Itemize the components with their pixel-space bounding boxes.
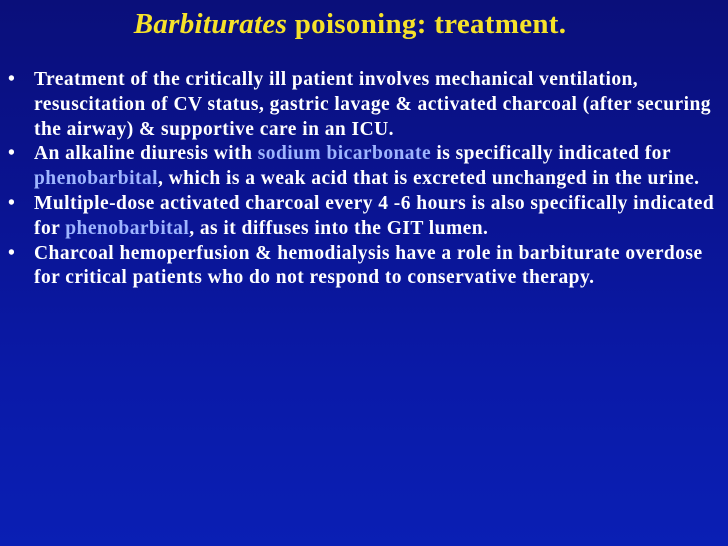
bullet-item xyxy=(0,68,724,142)
bullet-list xyxy=(0,68,724,291)
highlight-term: sodium bicarbonate xyxy=(257,143,432,165)
bullet-text: Charcoal hemoperfusion & hemodialysis have a role in barbiturate overdose for critical patients who do not respond to conservative therapy. xyxy=(34,242,703,289)
highlight-term: phenobarbital xyxy=(34,168,158,190)
bullet-dot-icon: • xyxy=(8,143,16,165)
bullet-text: Treatment of the critically ill patient involves mechanical ventilation, resuscitation of CV status, gastric lavage & activated charcoal (after securing the airway) & supportive care in an ICU. xyxy=(34,69,711,140)
bullet-text: , as it diffuses into the GIT lumen. xyxy=(189,217,489,239)
bullet-dot-icon: • xyxy=(8,69,16,90)
bullet-text: is specifically indicated for xyxy=(431,143,671,165)
title-rest: poisoning: treatment. xyxy=(287,8,567,40)
bullet-text: An alkaline diuresis with xyxy=(34,143,258,165)
bullet-dot-icon: • xyxy=(8,242,16,264)
title-italic-word: Barbiturates xyxy=(133,8,288,40)
bullet-item xyxy=(0,242,724,292)
bullet-dot-icon: • xyxy=(8,192,16,214)
bullet-item xyxy=(0,142,724,192)
bullet-text: , which is a weak acid that is excreted unchanged in the urine. xyxy=(157,168,700,190)
bullet-item xyxy=(0,192,724,242)
bullet-text: Multiple-dose activated charcoal every 4 -6 hours is also specifically indicated for xyxy=(34,192,715,239)
slide-title xyxy=(0,6,700,42)
highlight-term: phenobarbital xyxy=(65,217,190,239)
